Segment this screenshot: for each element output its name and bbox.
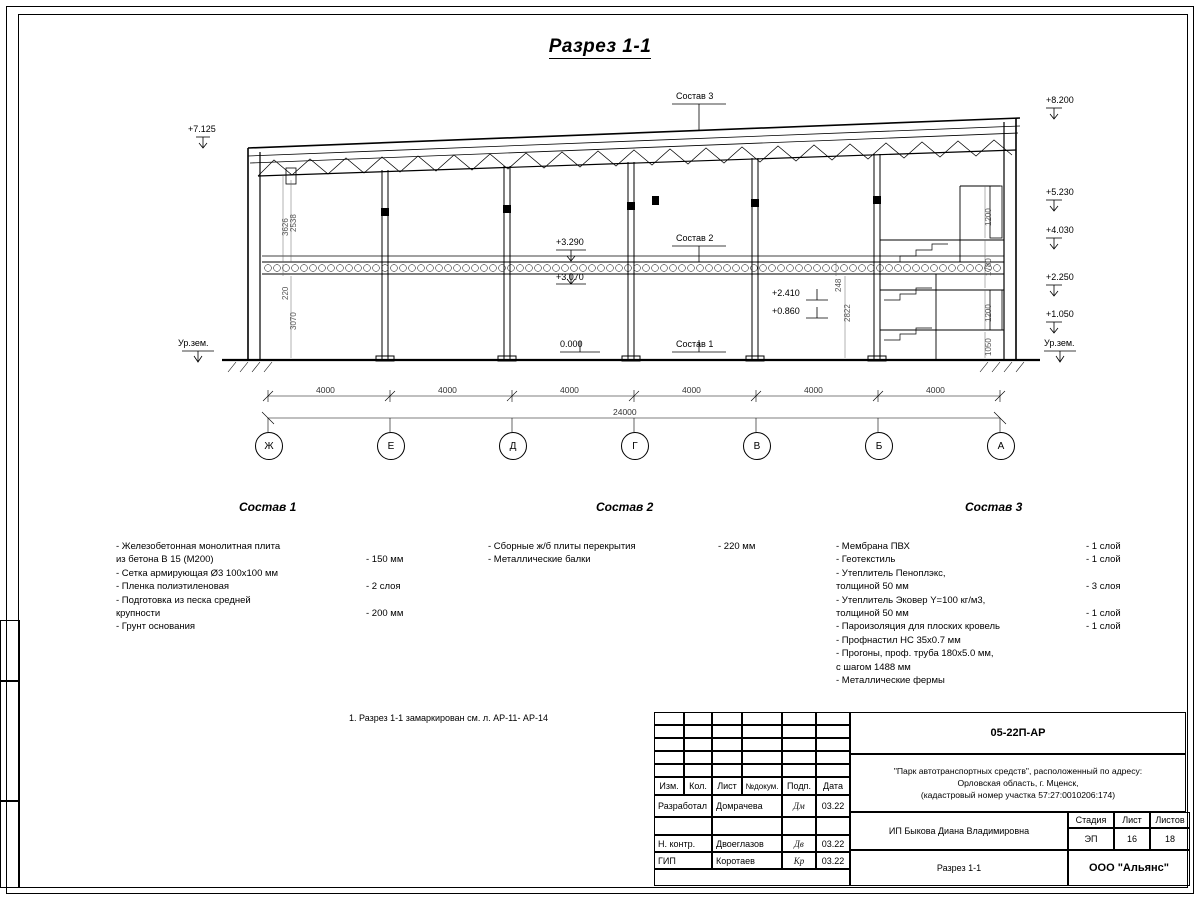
vdim-248: 248: [834, 278, 843, 292]
revision-grid-r1c4: [742, 712, 782, 725]
revision-grid-r1c1: [654, 712, 684, 725]
sheet-stub-3: [0, 800, 20, 888]
axis-marker-g: Г: [621, 432, 649, 460]
callout-sostav2: Состав 2: [676, 233, 714, 243]
stamp-sign-1: Дм: [782, 795, 816, 817]
revision-grid-r4c4: [742, 751, 782, 764]
vdim-1780: 1780: [984, 258, 993, 276]
list-item: - Подготовка из песка средней: [116, 594, 251, 606]
stamp-sheet-header: Лист: [1114, 812, 1150, 828]
sostav2-header: Состав 2: [596, 500, 654, 514]
stamp-company: ООО "Альянс": [1068, 850, 1190, 886]
page-title: Разрез 1-1: [548, 36, 652, 57]
list-item: толщиной 50 мм: [836, 581, 909, 593]
vdim-3626: 3626: [281, 218, 290, 236]
revision-grid-r2c2: [684, 725, 712, 738]
stamp-customer: ИП Быкова Диана Владимировна: [850, 812, 1068, 850]
stamp-name-empty: [712, 817, 782, 835]
sostav3-header: Состав 3: [965, 500, 1023, 514]
axis-marker-a: А: [987, 432, 1015, 460]
list-item: - Утеплитель Эковер Y=100 кг/м3,: [836, 594, 986, 606]
stamp-name-3: Коротаев: [712, 852, 782, 869]
list-item-value: - 2 слоя: [366, 581, 401, 593]
list-item: - Прогоны, проф. труба 180х5.0 мм,: [836, 648, 994, 660]
axis-marker-b: Б: [865, 432, 893, 460]
ground-level-left: Ур.зем.: [178, 338, 209, 348]
elevation-inner-0860: +0.860: [772, 306, 800, 316]
span-dim-2: 4000: [438, 385, 457, 395]
revision-grid-r2c3: [712, 725, 742, 738]
axis-marker-e: Е: [377, 432, 405, 460]
vdim-1050: 1050: [984, 338, 993, 356]
list-item: - Металлические фермы: [836, 675, 945, 687]
vdim-2538: 2538: [289, 214, 298, 232]
vdim-220: 220: [281, 286, 290, 300]
stamp-sheet-name: Разрез 1-1: [850, 850, 1068, 886]
list-item-value: - 1 слой: [1086, 621, 1121, 633]
axis-marker-d: Д: [499, 432, 527, 460]
list-item: - Металлические балки: [488, 554, 591, 566]
sostav2-list: [488, 540, 738, 567]
title-block: [654, 712, 1186, 886]
stamp-sign-2: Дв: [782, 835, 816, 852]
stamp-role-3: ГИП: [654, 852, 712, 869]
span-dim-4: 4000: [682, 385, 701, 395]
revision-grid-r3c2: [684, 738, 712, 751]
stamp-role-empty: [654, 817, 712, 835]
sostav2-values: [718, 540, 755, 553]
elevation-right-2250: +2.250: [1046, 272, 1074, 282]
revision-grid-r2c5: [782, 725, 816, 738]
vdim-2822: 2822: [843, 304, 852, 322]
drawing-note: 1. Разрез 1-1 замаркирован см. л. АР-11- АР-14: [349, 713, 548, 723]
stamp-sheets-value: 18: [1150, 828, 1190, 850]
stamp-role-1: Разработал: [654, 795, 712, 817]
stamp-project-code: 05-22П-АР: [850, 712, 1186, 754]
object-line-1: "Парк автотранспортных средств", расположенный по адресу:: [893, 766, 1143, 776]
revision-grid-r1c6: [816, 712, 850, 725]
elevation-inner-2410: +2.410: [772, 288, 800, 298]
object-line-3: (кадастровый номер участка 57:27:0010206:174): [920, 790, 1116, 800]
revision-grid-r5c1: [654, 764, 684, 777]
sostav3-values: [1086, 540, 1121, 634]
revision-grid-r5c4: [742, 764, 782, 777]
vdim-3070: 3070: [289, 312, 298, 330]
stamp-header-data: Дата: [816, 777, 850, 795]
list-item-value: - 1 слой: [1086, 541, 1121, 552]
list-item: из бетона В 15 (М200): [116, 554, 214, 566]
list-item: - Профнастил НС 35х0.7 мм: [836, 634, 961, 646]
stamp-date-3: 03.22: [816, 852, 850, 869]
stamp-date-2: 03.22: [816, 835, 850, 852]
list-item: - Грунт основания: [116, 621, 196, 633]
stamp-header-izm: Изм.: [654, 777, 684, 795]
span-dim-3: 4000: [560, 385, 579, 395]
list-item: - Пароизоляция для плоских кровель: [836, 621, 1001, 633]
list-item-value: - 1 слой: [1086, 608, 1121, 619]
stamp-header-kol: Кол.: [684, 777, 712, 795]
revision-grid-r3c4: [742, 738, 782, 751]
revision-grid-r4c6: [816, 751, 850, 764]
list-item: - Сборные ж/б плиты перекрытия: [488, 541, 636, 552]
elevation-right-1050: +1.050: [1046, 309, 1074, 319]
callout-sostav1: Состав 1: [676, 339, 714, 349]
vdim-1200a: 1200: [984, 208, 993, 226]
revision-grid-r2c4: [742, 725, 782, 738]
elevation-right-5230: +5.230: [1046, 187, 1074, 197]
elevation-right-8200: +8.200: [1046, 95, 1074, 105]
revision-grid-r3c6: [816, 738, 850, 751]
revision-grid-r1c3: [712, 712, 742, 725]
revision-grid-r4c2: [684, 751, 712, 764]
axis-marker-zh: Ж: [255, 432, 283, 460]
span-dim-1: 4000: [316, 385, 335, 395]
elevation-inner-3290: +3.290: [556, 237, 584, 247]
elevation-right-4030: +4.030: [1046, 225, 1074, 235]
stamp-sign-3: Кр: [782, 852, 816, 869]
list-item: - Железобетонная монолитная плита: [116, 541, 281, 552]
revision-grid-r5c5: [782, 764, 816, 777]
elevation-inner-0000: 0.000: [560, 339, 583, 349]
elevation-left-7125: +7.125: [188, 124, 216, 134]
stamp-header-ndokum: №докум.: [742, 777, 782, 795]
stamp-date-1: 03.22: [816, 795, 850, 817]
list-item-value: - 3 слоя: [1086, 581, 1121, 593]
list-item: - Мембрана ПВХ: [836, 541, 910, 552]
stamp-name-2: Двоеглазов: [712, 835, 782, 852]
revision-grid-r3c5: [782, 738, 816, 751]
ground-level-right: Ур.зем.: [1044, 338, 1075, 348]
list-item: с шагом 1488 мм: [836, 661, 911, 673]
span-dim-5: 4000: [804, 385, 823, 395]
axis-marker-v: В: [743, 432, 771, 460]
stamp-header-list: Лист: [712, 777, 742, 795]
span-dim-6: 4000: [926, 385, 945, 395]
list-item: - Пленка полиэтиленовая: [116, 581, 230, 593]
stamp-role-2: Н. контр.: [654, 835, 712, 852]
list-item: - Утеплитель Пеноплэкс,: [836, 567, 946, 579]
list-item-value: - 200 мм: [366, 607, 404, 619]
list-item-value: - 220 мм: [718, 541, 756, 552]
revision-grid-r1c2: [684, 712, 712, 725]
stamp-name-1: Домрачева: [712, 795, 782, 817]
revision-grid-r4c3: [712, 751, 742, 764]
list-item: крупности: [116, 608, 161, 620]
list-item: - Геотекстиль: [836, 554, 896, 566]
list-item: толщиной 50 мм: [836, 608, 909, 620]
revision-grid-r1c5: [782, 712, 816, 725]
vdim-1200b: 1200: [984, 304, 993, 322]
stamp-sheet-value: 16: [1114, 828, 1150, 850]
elevation-inner-3070: +3.070: [556, 272, 584, 282]
revision-grid-r5c2: [684, 764, 712, 777]
revision-grid-r2c6: [816, 725, 850, 738]
sostav1-header: Состав 1: [239, 500, 297, 514]
list-item-value: - 150 мм: [366, 554, 404, 566]
stamp-date-empty: [816, 817, 850, 835]
revision-grid-r4c1: [654, 751, 684, 764]
object-line-2: Орловская область, г. Мценск,: [957, 778, 1079, 788]
sheet-stub-2: [0, 680, 20, 802]
stamp-header-podp: Подп.: [782, 777, 816, 795]
revision-grid-r3c1: [654, 738, 684, 751]
revision-grid-r4c5: [782, 751, 816, 764]
sostav1-values: [366, 540, 403, 620]
stamp-sign-empty: [782, 817, 816, 835]
stamp-sheets-header: Листов: [1150, 812, 1190, 828]
sheet-stub-1: [0, 620, 20, 682]
total-dim: 24000: [613, 407, 637, 417]
stamp-object-name: [850, 754, 1186, 812]
stamp-bottom-left-blank: [654, 869, 850, 886]
stamp-stage-header: Стадия: [1068, 812, 1114, 828]
revision-grid-r2c1: [654, 725, 684, 738]
revision-grid-r5c6: [816, 764, 850, 777]
revision-grid-r3c3: [712, 738, 742, 751]
sostav3-list: [836, 540, 1066, 687]
revision-grid-r5c3: [712, 764, 742, 777]
list-item: - Сетка армирующая Ø3 100x100 мм: [116, 567, 279, 579]
callout-sostav3: Состав 3: [676, 91, 714, 101]
list-item-value: - 1 слой: [1086, 554, 1121, 566]
stamp-stage-value: ЭП: [1068, 828, 1114, 850]
